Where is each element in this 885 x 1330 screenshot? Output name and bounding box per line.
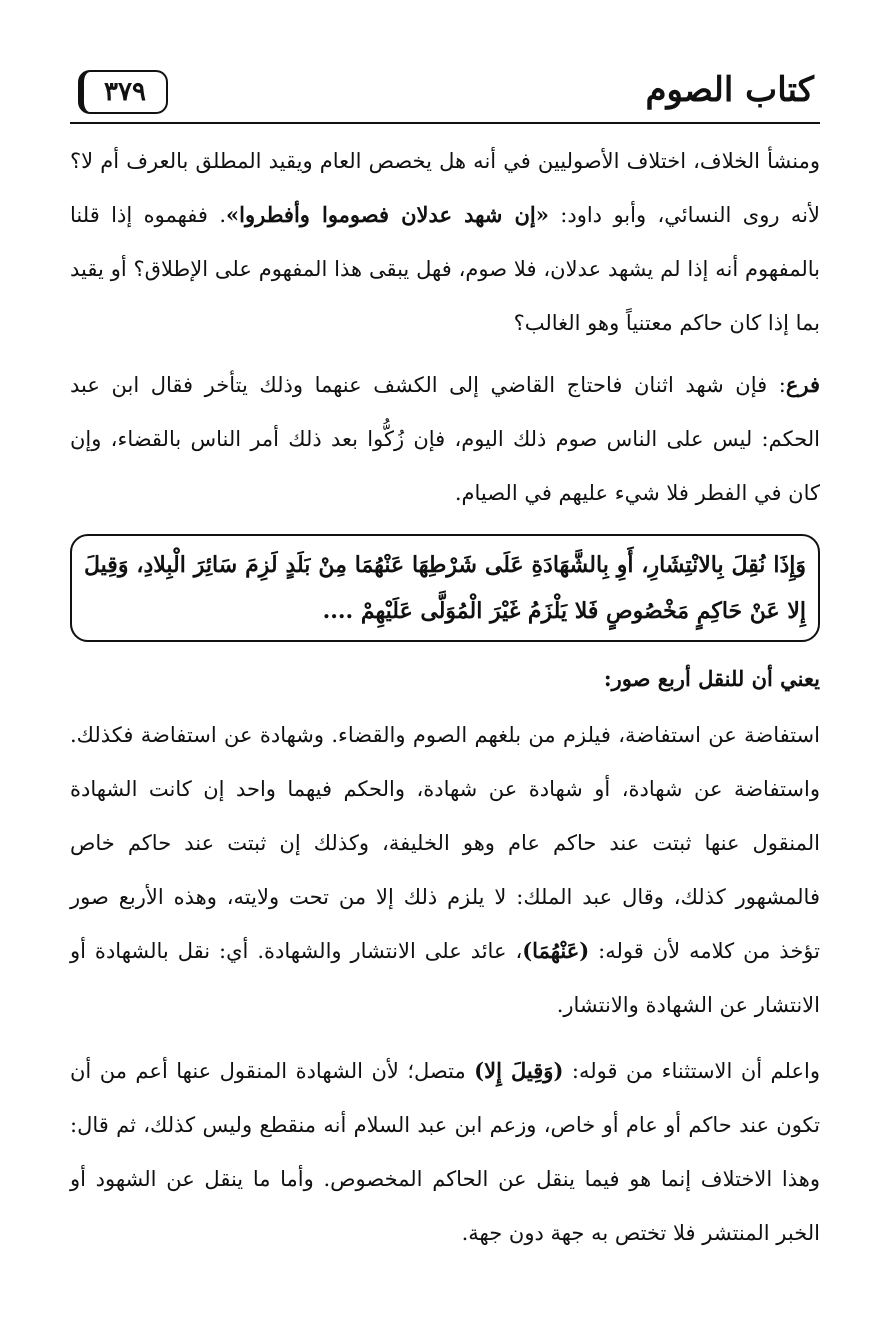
paragraph-text: . ففهموه إذا قلنا بالمفهوم أنه إذا لم يشهد عدلان، فلا صوم، فهل يبقى هذا المفهوم على الإطلاق؟ أو يقيد بما إذا كان حاكم معتنياً وهو الغالب؟ (70, 203, 820, 335)
paragraph-branch (70, 358, 820, 520)
hadith-quote: «إن شهد عدلان فصوموا وأفطروا» (226, 202, 549, 227)
paragraph-four-forms: يعني أن للنقل أربع صور: (603, 666, 820, 691)
paragraph-exception (70, 1044, 820, 1260)
paragraph-text: : فإن شهد اثنان فاحتاج القاضي إلى الكشف عنهما وذلك يتأخر فقال ابن عبد الحكم: ليس على الناس صوم ذلك اليوم، فإن زُكُّوا بعد ذلك أمر الناس بالقضاء، وإن كان في الفطر فلا شيء عليهم في الصيام. (70, 373, 820, 505)
page-number: ٣٧٩ (78, 70, 168, 114)
book-page (70, 60, 820, 1260)
matn-text-box: وَإِذَا نُقِلَ بِالانْتِشَارِ، أَوِ بِالشَّهَادَةِ عَلَى شَرْطِهَا عَنْهُمَا مِنْ بَلَدٍ لَزِمَ سَائِرَ الْبِلادِ، وَقِيلَ إِلا عَنْ حَاكِمٍ مَخْصُوصٍ فَلا يَلْزَمُ غَيْرَ الْمُوَلَّى عَلَيْهِمْ .... (70, 534, 820, 642)
paragraph-forms-explanation (70, 708, 820, 1032)
paragraph-text: واعلم أن الاستثناء من قوله: (563, 1059, 820, 1083)
paragraph-text: متصل؛ لأن الشهادة المنقول عنها أعم من أن تكون عند حاكم أو عام أو خاص، وزعم ابن عبد السلام أنه منقطع وليس كذلك، ثم قال: وهذا الاختلاف إنما هو فيما ينقل عن الحاكم المخصوص. وأما ما ينقل عن الشهود أو الخبر المنتشر فلا تختص به جهة دون جهة. (70, 1059, 820, 1245)
paragraph-text: استفاضة عن استفاضة، فيلزم من بلغهم الصوم والقضاء. وشهادة عن استفاضة فكذلك. واستفاضة عن شهادة، أو شهادة عن شهادة، والحكم فيهما واحد إن كانت الشهادة المنقول عنها ثبتت عند حاكم عام وهو الخليفة، وكذلك إن ثبتت عند حاكم خاص فالمشهور كذلك، وقال عبد الملك: لا يلزم ذلك إلا من تحت ولايته، وهذه الأربع صور تؤخذ من كلامه لأن قوله: (70, 723, 820, 963)
paragraph-text: ، عائد على الانتشار والشهادة. أي: نقل بالشهادة أو الانتشار عن الشهادة والانتشار. (70, 939, 820, 1017)
matn-quote: (وَقِيلَ إِلا) (474, 1058, 564, 1083)
paragraph-origin-of-dispute (70, 134, 820, 350)
branch-label: فرع (785, 372, 820, 397)
chapter-title: كتاب الصوم (645, 70, 814, 110)
page-header (70, 60, 820, 124)
matn-quote: (عَنْهُمَا) (522, 938, 590, 963)
paragraph-text: ومنشأ الخلاف، اختلاف الأصوليين في أنه هل يخصص العام ويقيد المطلق بالعرف أم لا؟ لأنه روى النسائي، وأبو داود: (70, 149, 820, 227)
